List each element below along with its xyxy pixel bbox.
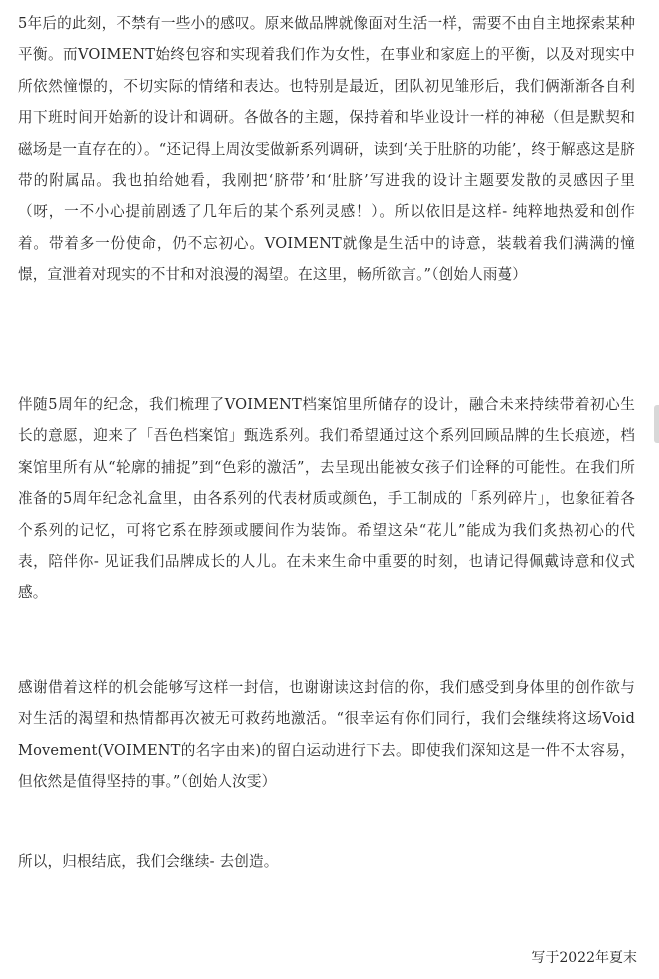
scrollbar-edge[interactable] xyxy=(654,405,659,443)
letter-paragraph-closing: 所以，归根结底，我们会继续- 去创造。 xyxy=(18,853,279,870)
letter-paragraph-reflection: 5年后的此刻，不禁有一些小的感叹。原来做品牌就像面对生活一样，需要不由自主地探索某种平衡。而VOIMENT始终包容和实现着我们作为女性，在事业和家庭上的平衡，以及对现实中所依然憧憬的，不切实际的情绪和表达。也特别是最近，团队初见雏形后，我们俩渐渐各自利用下班时间开始新的设计和调研。各做各的主题，保持着和毕业设计一样的神秘（但是默契和磁场是一直存在的）。“还记得上周汝雯做新系列调研，读到‘关于肚脐的功能’，终于解惑这是脐带的附属品。我也拍给她看，我刚把‘脐带’和‘肚脐’写进我的设计主题要发散的灵感因子里（呀，一不小心提前剧透了几年后的某个系列灵感！）。所以依旧是这样- 纯粹地热爱和创作着。带着多一份使命，仍不忘初心。VOIMENT就像是生活中的诗意，装载着我们满满的憧憬，宣泄着对现实的不甘和对浪漫的渴望。在这里，畅所欲言。”（创始人雨蔓） xyxy=(18,15,635,284)
letter-paragraph-anniversary: 伴随5周年的纪念，我们梳理了VOIMENT档案馆里所储存的设计，融合未来持续带着初心生长的意愿，迎来了「吾色档案馆」甄选系列。我们希望通过这个系列回顾品牌的生长痕迹，档案馆里所有从“轮廓的捕捉”到“色彩的激活”，去呈现出能被女孩子们诠释的可能性。在我们所准备的5周年纪念礼盒里，由各系列的代表材质或颜色，手工制成的「系列碎片」，也象征着各个系列的记忆，可将它系在脖颈或腰间作为装饰。希望这朵“花儿”能成为我们炙热初心的代表，陪伴你- 见证我们品牌成长的人儿。在未来生命中重要的时刻，也请记得佩戴诗意和仪式感。 xyxy=(18,396,635,602)
letter-paragraph-gratitude: 感谢借着这样的机会能够写这样一封信，也谢谢读这封信的你，我们感受到身体里的创作欲与对生活的渴望和热情都再次被无可救药地激活。“很幸运有你们同行，我们会继续将这场Void Movement(VOIMENT的名字由来)的留白运动进行下去。即使我们深知这是一件不太容易，但依然是值得坚持的事。”（创始人汝雯） xyxy=(18,679,635,791)
letter-signature-date: 写于2022年夏末 xyxy=(531,950,637,966)
